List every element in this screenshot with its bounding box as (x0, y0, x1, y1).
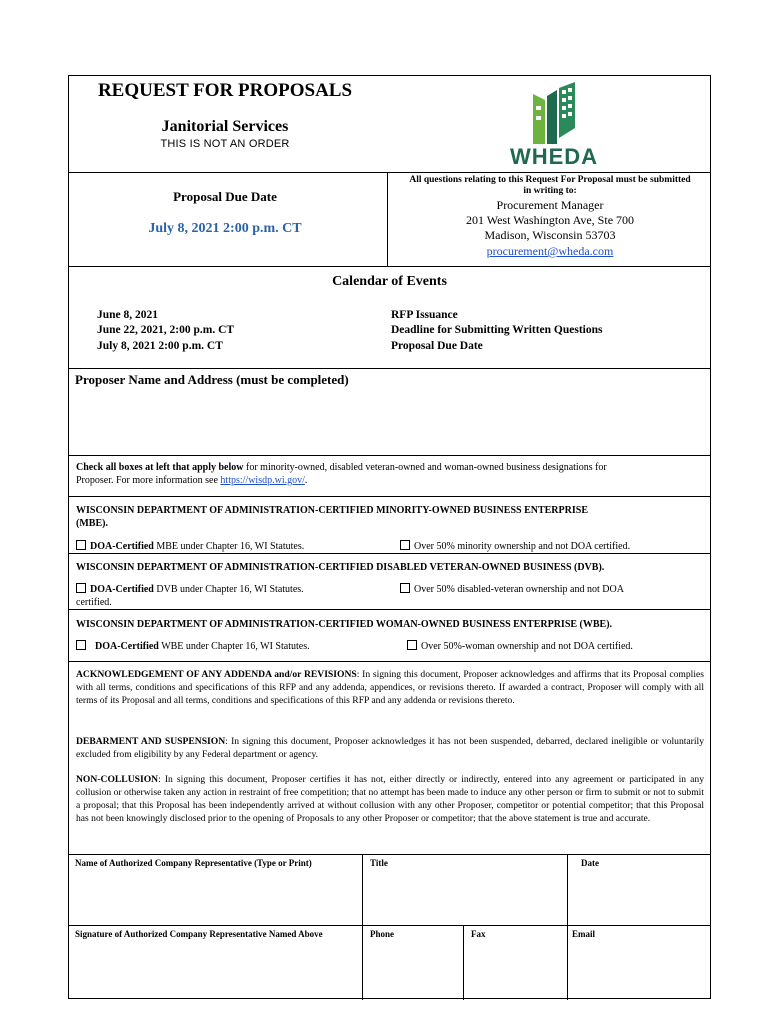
fax-field[interactable] (466, 943, 565, 997)
rep-title-label: Title (370, 858, 388, 868)
contact-email-row (391, 244, 709, 259)
wbe-doa-label-bold: DOA-Certified (95, 641, 159, 652)
wbe-doa-label: WBE under Chapter 16, WI Statutes. (158, 641, 310, 652)
dvb-heading: WISCONSIN DEPARTMENT OF ADMINISTRATION-CERTIFIED DISABLED VETERAN-OWNED BUSINESS (DVB). (76, 562, 605, 573)
divider (362, 854, 363, 1000)
questions-heading-line: All questions relating to this Request For Proposal must be submitted (409, 175, 691, 185)
debarment-paragraph (76, 735, 704, 761)
dvb-doa-label-bold: DOA-Certified (90, 584, 154, 595)
rep-name-field[interactable] (71, 872, 359, 922)
designation-instructions-text: Proposer. For more information see (76, 475, 221, 486)
wheda-logo-text: WHEDA (509, 144, 599, 169)
divider (69, 496, 710, 497)
divider (387, 172, 388, 266)
divider (69, 609, 710, 610)
dvb-doa-option (76, 583, 304, 596)
mbe-doa-option (76, 540, 304, 553)
wbe-heading: WISCONSIN DEPARTMENT OF ADMINISTRATION-CERTIFIED WOMAN-OWNED BUSINESS ENTERPRISE (WBE). (76, 619, 613, 630)
phone-label: Phone (370, 929, 395, 939)
divider (69, 661, 710, 662)
dvb-over50-label: Over 50% disabled-veteran ownership and not DOA (414, 584, 624, 595)
designation-instructions (76, 461, 706, 487)
wisdp-link[interactable]: https://wisdp.wi.gov/ (220, 475, 305, 486)
divider (69, 854, 710, 855)
due-date-label: Proposal Due Date (173, 189, 277, 204)
debarment-text: : In signing this document, Proposer acknowledges it has not been suspended, debarred, declared ineligible or voluntarily excluded from eligibility by any Federal department or agency. (76, 736, 704, 760)
date-field[interactable] (570, 872, 708, 922)
document-title: REQUEST FOR PROPOSALS (97, 80, 353, 101)
divider (69, 368, 710, 369)
date-label: Date (581, 858, 599, 868)
rep-title-field[interactable] (365, 872, 565, 922)
calendar-event-date: June 8, 2021 (97, 309, 159, 321)
email-field[interactable] (570, 943, 708, 997)
designation-instructions-text: . (304, 475, 308, 486)
wbe-over50-option (407, 640, 633, 653)
rep-name-label: Name of Authorized Company Representative (Type or Print) (75, 858, 312, 868)
not-an-order-note: THIS IS NOT AN ORDER (160, 138, 290, 150)
proposer-name-address-field[interactable] (75, 391, 705, 453)
divider (567, 925, 568, 1000)
divider (69, 266, 710, 267)
dvb-doa-checkbox[interactable] (76, 583, 86, 593)
mbe-doa-checkbox[interactable] (76, 540, 86, 550)
rfp-form (68, 75, 711, 999)
contact-address-line: 201 West Washington Ave, Ste 700 (465, 213, 635, 227)
dvb-over50-option (400, 583, 624, 596)
calendar-event-date: June 22, 2021, 2:00 p.m. CT (97, 324, 235, 336)
dvb-doa-label: DVB under Chapter 16, WI Statutes. (153, 584, 304, 595)
proposer-section-title: Proposer Name and Address (must be completed) (75, 372, 349, 387)
dvb-doa-wrap: certified. (76, 597, 112, 608)
acknowledgement-paragraph (76, 668, 704, 707)
acknowledgement-text: : In signing this document, Proposer acknowledges and affirms that its Proposal complies with all terms, conditions and specifications of this RFP and any addenda, appendices, or revisions thereto. If awarded a contract, Proposer will comply with all terms of its Proposal and all terms, conditions and specifications of this RFP and any addenda or revisions thereto. (76, 669, 704, 706)
mbe-over50-checkbox[interactable] (400, 540, 410, 550)
divider (69, 553, 710, 554)
designation-instructions-bold: Check all boxes at left that apply below (76, 462, 244, 473)
calendar-event-name: Deadline for Submitting Written Questions (391, 324, 603, 336)
wbe-over50-label: Over 50%-woman ownership and not DOA certified. (421, 641, 633, 652)
mbe-heading-line: (MBE). (76, 518, 108, 529)
acknowledgement-heading: ACKNOWLEDGEMENT OF ANY ADDENDA and/or REVISIONS (76, 669, 357, 680)
calendar-event-name: RFP Issuance (391, 309, 458, 321)
mbe-over50-label: Over 50% minority ownership and not DOA certified. (414, 541, 631, 552)
mbe-heading (76, 504, 588, 530)
email-label: Email (572, 929, 596, 939)
non-collusion-heading: NON-COLLUSION (76, 774, 159, 785)
non-collusion-paragraph (76, 773, 704, 825)
contact-title: Procurement Manager (496, 198, 604, 212)
calendar-event-date: July 8, 2021 2:00 p.m. CT (97, 340, 223, 352)
wbe-over50-checkbox[interactable] (407, 640, 417, 650)
mbe-doa-label-bold: DOA-Certified (90, 541, 154, 552)
due-date-value: July 8, 2021 2:00 p.m. CT (148, 221, 302, 236)
signature-label: Signature of Authorized Company Representative Named Above (75, 929, 323, 939)
non-collusion-text: : In signing this document, Proposer certifies it has not, either directly or indirectly, entered into any agreement or participated in any collusion or otherwise taken any action in restraint of free competition; that no attempt has been made to induce any other person or firm to submit or not to submit a proposal; that this Proposal has been independently arrived at without collusion with any other Proposer, competitor or potential competitor; that this Proposal has not been knowingly disclosed prior to the opening of Proposals to any other Proposer or competitor; that the above statement is true and accurate. (76, 774, 704, 824)
mbe-heading-line: WISCONSIN DEPARTMENT OF ADMINISTRATION-CERTIFIED MINORITY-OWNED BUSINESS ENTERPRISE (76, 505, 588, 516)
contact-address-line: Madison, Wisconsin 53703 (484, 228, 616, 242)
fax-label: Fax (471, 929, 486, 939)
divider (463, 925, 464, 1000)
mbe-over50-option (400, 540, 630, 553)
contact-email-link[interactable]: procurement@wheda.com (486, 244, 614, 258)
signature-field[interactable] (71, 943, 359, 997)
phone-field[interactable] (365, 943, 461, 997)
wbe-doa-checkbox[interactable] (76, 640, 86, 650)
designation-instructions-text: for minority-owned, disabled veteran-owned and woman-owned business designations for (243, 462, 607, 473)
divider (69, 455, 710, 456)
questions-heading (391, 175, 709, 197)
mbe-doa-label: MBE under Chapter 16, WI Statutes. (153, 541, 305, 552)
questions-heading-line: in writing to: (523, 186, 577, 196)
debarment-heading: DEBARMENT AND SUSPENSION (76, 736, 226, 747)
divider (567, 854, 568, 925)
divider (69, 172, 710, 173)
dvb-over50-checkbox[interactable] (400, 583, 410, 593)
divider (69, 925, 710, 926)
wbe-doa-option (76, 640, 310, 653)
document-subtitle: Janitorial Services (161, 118, 289, 135)
calendar-title: Calendar of Events (332, 274, 447, 289)
calendar-event-name: Proposal Due Date (391, 340, 483, 352)
